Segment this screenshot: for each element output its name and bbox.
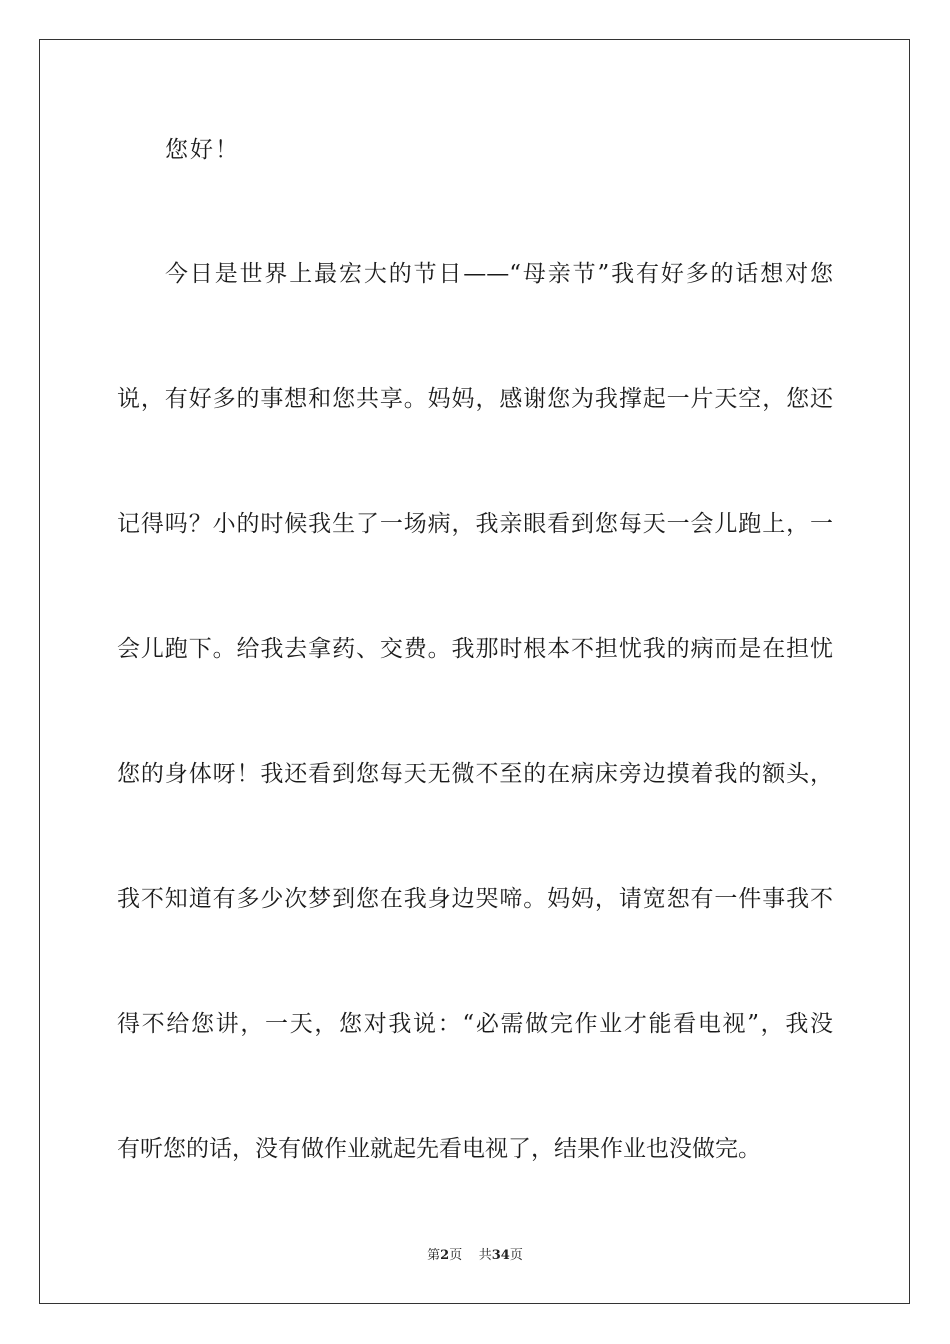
paragraph-line-7: 得不给您讲，一天，您对我说：“必需做完作业才能看电视”，我没 [117, 1011, 833, 1037]
paragraph-line-6: 我不知道有多少次梦到您在我身边哭啼。妈妈，请宽恕有一件事我不 [117, 886, 833, 912]
page-border [39, 39, 910, 1304]
total-pages: 34 [491, 1248, 510, 1263]
total-prefix: 共 [478, 1248, 492, 1263]
greeting-line: 您好！ [165, 137, 240, 163]
paragraph-line-1: 今日是世界上最宏大的节日——“母亲节”我有好多的话想对您 [165, 261, 833, 287]
page-suffix: 页 [449, 1248, 463, 1263]
total-suffix: 页 [509, 1248, 523, 1263]
paragraph-line-8: 有听您的话，没有做作业就起先看电视了，结果作业也没做完。 [117, 1136, 761, 1162]
paragraph-line-3: 记得吗？小的时候我生了一场病，我亲眼看到您每天一会儿跑上，一 [117, 511, 833, 537]
page-number: 2 [440, 1248, 450, 1263]
page-footer [0, 1248, 950, 1264]
paragraph-line-2: 说，有好多的事想和您共享。妈妈，感谢您为我撑起一片天空，您还 [117, 386, 833, 412]
paragraph-line-4: 会儿跑下。给我去拿药、交费。我那时根本不担忧我的病而是在担忧 [117, 636, 833, 662]
page-prefix: 第 [427, 1248, 441, 1263]
paragraph-line-5: 您的身体呀！我还看到您每天无微不至的在病床旁边摸着我的额头， [117, 761, 833, 787]
